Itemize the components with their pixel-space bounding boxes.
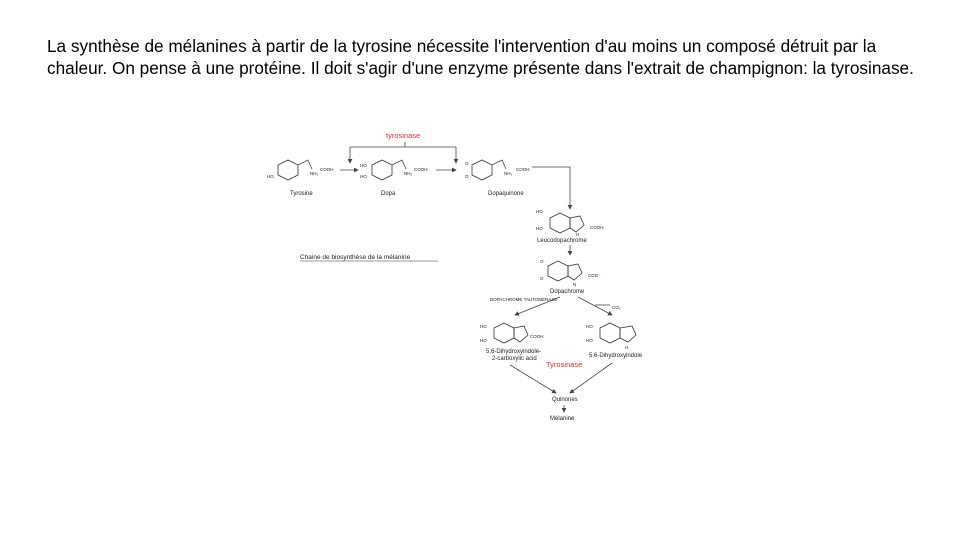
dopa-label: Dopa — [381, 191, 396, 197]
dopaquinone-label: Dopaquinone — [488, 191, 524, 197]
leucodopachrome-structure — [536, 209, 604, 237]
svg-text:NH₂: NH₂ — [504, 171, 513, 176]
tyrosinase-bracket — [260, 142, 456, 163]
dhi-label: 5,6-Dihydroxyindole — [589, 353, 643, 359]
arrow-dhica-quinones — [510, 365, 556, 393]
leucodopachrome-label: Leucodopachrome — [537, 238, 587, 244]
svg-text:H: H — [576, 232, 580, 237]
svg-text:HO: HO — [536, 226, 543, 231]
slide-body-text: La synthèse de mélanines à partir de la tyrosine nécessite l'intervention d'au moins un composé détruit par la chaleur. On pense à une protéine. Il doit s'agir d'une enzyme présente dans l'extrait de champignon: la tyrosinase. — [47, 36, 914, 78]
arrow-dopaquinone-leucodopachrome — [532, 167, 570, 209]
svg-text:HO: HO — [586, 338, 593, 343]
dhi-structure — [586, 323, 636, 350]
tautomerase-label: DOPACHROME TAUTOMERASE — [490, 297, 558, 302]
quinones-label: Quinones — [552, 397, 578, 403]
svg-text:HO: HO — [586, 324, 593, 329]
dhica-label-1: 5,6-Dihydroxyindole- — [486, 349, 542, 355]
diagram-caption: Chaine de biosynthèse de la mélanine — [300, 254, 411, 261]
dhica-structure — [480, 323, 544, 343]
svg-text:N: N — [573, 282, 577, 287]
dopa-structure — [360, 160, 428, 180]
melanin-biosynthesis-diagram — [260, 125, 660, 425]
svg-text:COOH: COOH — [320, 167, 334, 172]
tyrosine-label: Tyrosine — [290, 191, 313, 197]
co2-label: CO₂ — [612, 305, 621, 310]
svg-text:NH₂: NH₂ — [310, 171, 319, 176]
arrow-dopachrome-dhi — [578, 297, 612, 315]
svg-text:HO: HO — [480, 338, 487, 343]
svg-text:HO: HO — [360, 163, 367, 168]
dopaquinone-structure — [465, 160, 530, 180]
svg-text:O: O — [465, 174, 469, 179]
svg-text:COOH: COOH — [530, 334, 544, 339]
dopachrome-structure — [540, 259, 601, 287]
svg-text:O: O — [540, 276, 544, 281]
svg-text:H: H — [625, 345, 629, 350]
svg-text:HO: HO — [267, 174, 274, 179]
tyrosine-structure — [267, 160, 334, 180]
svg-text:COO⁻: COO⁻ — [588, 273, 601, 278]
svg-text:COOH: COOH — [590, 225, 604, 230]
dhica-label-2: 2-carboxylic acid — [492, 356, 537, 362]
dopachrome-label: Dopachrome — [550, 289, 585, 295]
svg-text:COOH: COOH — [414, 167, 428, 172]
melanine-label: Mélanine — [550, 416, 575, 422]
svg-text:O: O — [465, 161, 469, 166]
svg-text:NH₂: NH₂ — [404, 171, 413, 176]
enzyme-label-bottom: Tyrosinase — [546, 360, 583, 369]
svg-text:O: O — [540, 259, 544, 264]
svg-text:HO: HO — [536, 209, 543, 214]
enzyme-label-top: tyrosinase — [386, 131, 421, 140]
svg-text:HO: HO — [360, 174, 367, 179]
svg-text:HO: HO — [480, 324, 487, 329]
svg-text:COOH: COOH — [516, 167, 530, 172]
